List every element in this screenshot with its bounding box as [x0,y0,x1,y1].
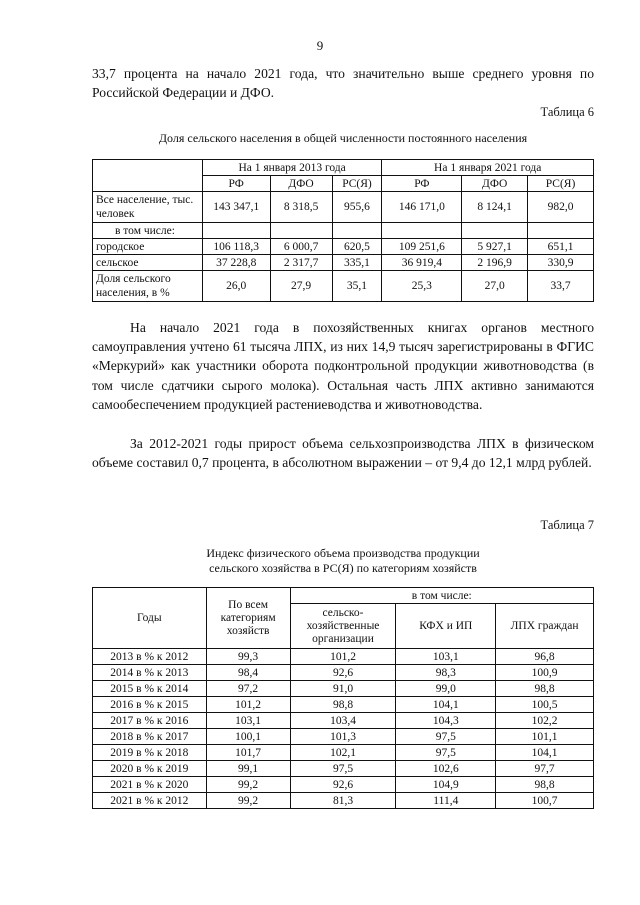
table-cell [270,223,332,239]
table-row [93,745,594,761]
table-cell: 37 228,8 [202,255,270,271]
table-row [93,713,594,729]
table-row [93,793,594,809]
table-cell: 36 919,4 [382,255,462,271]
table7-caption-line: сельского хозяйства в РС(Я) по категориям хозяйств [209,561,477,575]
table-cell [382,223,462,239]
row-label: 2013 в % к 2012 [93,649,207,665]
kfh-header: КФХ и ИП [396,604,496,649]
table-cell: 25,3 [382,271,462,302]
table-cell: 8 124,1 [462,192,528,223]
table-cell: 98,8 [496,681,594,697]
table-cell: 2 317,7 [270,255,332,271]
table-row [93,665,594,681]
table-header-row [93,588,594,604]
table-cell: 103,1 [396,649,496,665]
table7-label: Таблица 7 [540,518,594,532]
row-label: 2015 в % к 2014 [93,681,207,697]
table-cell: 101,1 [496,729,594,745]
table-cell: 98,8 [290,697,396,713]
table-cell: 27,0 [462,271,528,302]
table-cell: 335,1 [332,255,382,271]
table-cell: 6 000,7 [270,239,332,255]
row-label: 2018 в % к 2017 [93,729,207,745]
table7-body [93,649,594,809]
row-label: в том числе: [93,223,203,239]
table-cell: 146 171,0 [382,192,462,223]
table-cell: 92,6 [290,665,396,681]
paragraph-intro: 33,7 процента на начало 2021 года, что значительно выше среднего уровня по Российской Федерации и ДФО. [92,66,594,101]
table-cell: 97,2 [206,681,290,697]
table-cell: 99,3 [206,649,290,665]
table-cell: 33,7 [528,271,594,302]
table-cell: 98,8 [496,777,594,793]
table-cell: 106 118,3 [202,239,270,255]
row-label: Доля сельского населения, в % [93,271,203,302]
table-cell: 109 251,6 [382,239,462,255]
rural-population-table [92,159,594,302]
table-cell: 99,1 [206,761,290,777]
table-cell [528,223,594,239]
table-cell: 104,9 [396,777,496,793]
table-cell: 99,0 [396,681,496,697]
table-cell: 96,8 [496,649,594,665]
table-cell: 8 318,5 [270,192,332,223]
table-row [93,192,594,223]
table-cell: 104,3 [396,713,496,729]
table-cell: 143 347,1 [202,192,270,223]
table-cell: 100,7 [496,793,594,809]
table-cell: 101,7 [206,745,290,761]
table-cell: 101,2 [206,697,290,713]
table-cell: 97,7 [496,761,594,777]
table-row [93,239,594,255]
table-cell: 982,0 [528,192,594,223]
lph-header: ЛПХ граждан [496,604,594,649]
table7-caption-line: Индекс физического объема производства продукции [206,546,480,560]
table-row [93,697,594,713]
table-row [93,729,594,745]
table-cell: 651,1 [528,239,594,255]
paragraph-lph-registration: На начало 2021 года в похозяйственных книгах органов местного самоуправления учтено 61 тысяча ЛПХ, из них 14,9 тысяч зарегистрированы в ФГИС «Меркурий» как участники оборота подконтрольной продукции животноводства (в том числе сдатчики сырого молока). Остальная часть ЛПХ активно занимаются самообеспечением продукцией растениеводства и животноводства. [92,320,594,412]
table-cell: 101,2 [290,649,396,665]
table-cell: 104,1 [396,697,496,713]
table-cell: 111,4 [396,793,496,809]
row-label: 2017 в % к 2016 [93,713,207,729]
row-label: 2016 в % к 2015 [93,697,207,713]
production-index-table [92,587,594,809]
row-label: 2020 в % к 2019 [93,761,207,777]
row-label: 2014 в % к 2013 [93,665,207,681]
row-label: 2021 в % к 2012 [93,793,207,809]
table7-caption [92,546,594,576]
table-cell [332,223,382,239]
table-cell: 98,3 [396,665,496,681]
column-header: ДФО [270,176,332,192]
table-cell [202,223,270,239]
row-label: городское [93,239,203,255]
table-row [93,223,594,239]
table-cell: 104,1 [496,745,594,761]
column-header: РФ [382,176,462,192]
all-categories-header: По всем категориям хозяйств [206,588,290,649]
table-cell: 91,0 [290,681,396,697]
table-cell: 2 196,9 [462,255,528,271]
table-cell: 97,5 [290,761,396,777]
agro-organizations-header: сельско-хозяйственные организации [290,604,396,649]
period-2013-header: На 1 января 2013 года [202,160,382,176]
column-header: РС(Я) [528,176,594,192]
table-cell: 98,4 [206,665,290,681]
table-cell: 103,4 [290,713,396,729]
table-row [93,255,594,271]
table-cell: 620,5 [332,239,382,255]
table-cell: 955,6 [332,192,382,223]
table-cell: 5 927,1 [462,239,528,255]
table-row [93,777,594,793]
table-corner-cell [93,160,203,192]
table6-caption: Доля сельского населения в общей численности постоянного населения [158,131,528,145]
table-cell: 103,1 [206,713,290,729]
table-cell: 102,6 [396,761,496,777]
period-2021-header: На 1 января 2021 года [382,160,594,176]
table6-label: Таблица 6 [540,105,594,119]
table-cell: 92,6 [290,777,396,793]
page-number: 9 [316,38,324,53]
table-cell [462,223,528,239]
column-header: РФ [202,176,270,192]
table-cell: 100,9 [496,665,594,681]
table-cell: 81,3 [290,793,396,809]
row-label: 2019 в % к 2018 [93,745,207,761]
column-header: РС(Я) [332,176,382,192]
column-header: ДФО [462,176,528,192]
table-row [93,681,594,697]
table-row [93,649,594,665]
table-cell: 100,1 [206,729,290,745]
row-label: 2021 в % к 2020 [93,777,207,793]
table-cell: 102,2 [496,713,594,729]
table-row [93,271,594,302]
paragraph-lph-growth: За 2012-2021 годы прирост объема сельхозпроизводства ЛПХ в физическом объеме составил 0,7 процента, в абсолютном выражении – от 9,4 до 12,1 млрд рублей. [92,436,594,471]
row-label: сельское [93,255,203,271]
table-cell: 102,1 [290,745,396,761]
years-header: Годы [93,588,207,649]
table-cell: 99,2 [206,777,290,793]
table-cell: 97,5 [396,745,496,761]
table-cell: 101,3 [290,729,396,745]
table-cell: 99,2 [206,793,290,809]
including-header: в том числе: [290,588,593,604]
table-row [93,761,594,777]
table-cell: 27,9 [270,271,332,302]
table-cell: 35,1 [332,271,382,302]
table-cell: 330,9 [528,255,594,271]
table-cell: 26,0 [202,271,270,302]
table-header-row [93,160,594,176]
row-label: Все население, тыс. человек [93,192,203,223]
table-cell: 97,5 [396,729,496,745]
table-cell: 100,5 [496,697,594,713]
